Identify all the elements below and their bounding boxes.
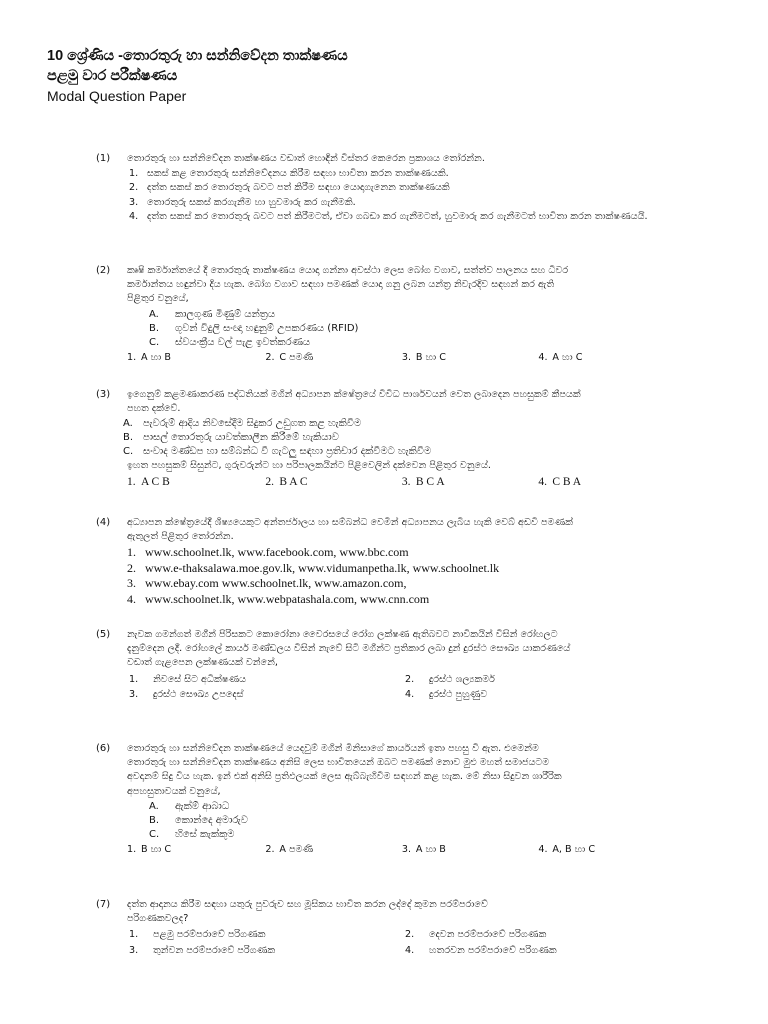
option: 1. සකස් කළ තොරතුරු සන්නිවේදනය කිරීම සඳහා භාවිතා කරන තාක්ෂණයකි. [129, 168, 449, 180]
statement: C. හිසේ කැක්කුම [149, 828, 235, 840]
answer-choices [127, 928, 656, 957]
question-text-line: කර්මාන්තය හඳුන්වා දිය හැක. බෝග වගාව සඳහා පමණක් යොදා ගනු ලබන යන්ත්‍ර නිවැරදිව සඳහන් කර ඇති [127, 279, 555, 291]
option: 2. දත්ත සකස් කර තොරතුරු බවට පත් කිරීම සඳහා යොදාගැනෙන තාක්ෂණයකි [129, 182, 450, 194]
question-number: (7) [96, 899, 111, 910]
answer-choice: 2. දුරස්ථ ශල්‍යකර්ම [405, 673, 495, 685]
answer-choices [127, 843, 656, 857]
answer-choice: 4. හතරවන පරම්පරාවේ පරිගණක [405, 944, 557, 956]
question-number: (1) [96, 153, 111, 164]
question-text-line: වඩාත් ගැළපෙන ලක්ෂණයක් වන්නේ, [127, 657, 278, 669]
statement: A. කාලගුණ මිණුම් යන්ත්‍රය [149, 308, 276, 320]
question-text-line: තොරතුරු හා සන්නිවේදන තාක්ෂණයේ යෙදවුම් මගින් මිනිසාගේ කාර්යයන් ඉතා පහසු වී ඇත. එමෙන්ම [127, 743, 539, 754]
question-5 [96, 628, 656, 702]
paper-header [47, 46, 348, 106]
answer-choice: 1. පළමු පරම්පරාවේ පරිගණක [129, 929, 266, 941]
question-text-line: ඇතුලත් පිළිතුර තෝරන්න. [127, 531, 234, 543]
question-2 [96, 264, 656, 365]
answer-choice: 3. දුරස්ථ සෞඛ්‍ය උපදෙස් [129, 688, 244, 700]
question-text-line: ඉහත පහසුකම් සිසුන්ට, ගුරුවරුන්ට හා පරිපාලකයින්ට පිළිවෙලින් දක්වෙන පිළිතුර වනුයේ. [127, 460, 491, 472]
answer-choice: 3. B හා C [401, 351, 446, 363]
question-text: තොරතුරු හා සන්නිවේදන තාක්ෂණය වඩාත් හොඳින් විස්තර කෙරෙන ප්‍රකාශය තෝරන්න. [127, 153, 485, 164]
question-number: (6) [96, 743, 111, 754]
answer-choice: 3. A හා B [401, 843, 446, 855]
option: 4. www.schoolnet.lk, www.webpatashala.com, www.cnn.com [127, 591, 430, 606]
paper-subtitle-en: Modal Question Paper [47, 88, 187, 104]
question-text-line: පිළිතුර වනුයේ, [127, 293, 189, 305]
answer-choice: 1. A C B [127, 475, 170, 488]
answer-choice: 1. B හා C [127, 843, 172, 855]
answer-choices [127, 351, 656, 365]
statement: A. පැවරුම් ආදිය නිවසේදීම සිදුකර උඩුගත කළ හැකිවීම [123, 418, 362, 430]
option: 2. www.e-thaksalawa.moe.gov.lk, www.vidumanpetha.lk, www.schoolnet.lk [127, 560, 500, 575]
answer-choice: 2. C පමණි [265, 351, 314, 363]
question-text-line: නැවක ගමන්ගත් මගීන් පිරිසකට කොරෝනා වෛරසයේ රෝග ලක්ෂණ ඇතිබවට නාවිකයින් විසින් රෝහලට [127, 629, 558, 640]
question-4 [96, 516, 656, 607]
statement: A. ඇක්ම් ආබාධ [149, 800, 230, 812]
question-text-line: කෘෂි කර්මාන්තයේ දී තොරතුරු තාක්ෂණය යොදා ගන්නා අවස්ථා ලෙස බෝග වගාව, සත්ත්ව පාලනය සහ ධීවර [127, 265, 569, 276]
answer-choice: 4. දුරස්ථ පුහුණුව [405, 688, 488, 700]
question-text-line: පරිගණකවලද? [127, 913, 189, 925]
question-text-line: පහත දක්වේ. [127, 403, 181, 415]
statement: B. ගුවන් විදුලි සංඥා හඳුනුම් උපකරණය (RFID) [149, 322, 359, 334]
question-number: (4) [96, 517, 111, 528]
question-text-line: තොරතුරු හා සන්නිවේදන තාක්ෂණය අනිසි ලෙස භාවිතයෙන් ඔබට පමණක් නොව මුළු මහත් සමාජයටම [127, 757, 550, 769]
question-number: (2) [96, 265, 111, 276]
answer-choice: 1. නිවසේ සිට අධීක්ෂණය [129, 673, 246, 685]
statement: C. සංවාද මණ්ඩප හා සම්බන්ධ වී ගැටලු සඳහා ප්‍රතිචාර දක්වීමට හැකිවීම [123, 446, 432, 458]
question-3 [96, 388, 656, 489]
statement: B. පාසල් තොරතුරු යාවත්කාලීන කිරීමේ හැකියාව [123, 432, 339, 444]
statement: B. කොන්දෙ අමාරුව [149, 814, 248, 826]
answer-choice: 2. A පමණි [265, 843, 314, 855]
answer-choice: 2. B A C [265, 475, 308, 488]
option: 3. තොරතුරු සකස් කරගැනීම හා හුවමාරු කර ගැනීමකි. [129, 196, 356, 208]
option: 1. www.schoolnet.lk, www.facebook.com, www.bbc.com [127, 545, 409, 560]
answer-choices [127, 475, 656, 489]
question-text-line: අවදානම් සිදු විය හැක. ඉන් එක් අනිසි ප්‍රතිඵලයක් ලෙස ඇබ්බැහිවීම සඳහන් කළ හැක. මේ නිසා සිදුවන ශාරීරික [127, 771, 562, 783]
question-text-line: දත්ත ආදානය කිරීම සඳහා යතුරු පුවරුව සහ මූසිකය භාවිත කරන ලද්දේ කුමන පරම්පරාවේ [127, 899, 488, 910]
statement: C. ස්වයංක්‍රීය වල් පැළ ඉවත්කරණය [149, 336, 311, 348]
paper-subtitle-si: පළමු වාර පරීක්ෂණය [47, 68, 178, 84]
answer-choice: 2. දෙවන පරම්පරාවේ පරිගණක [405, 929, 547, 941]
question-7 [96, 898, 656, 958]
question-text-line: අධ්‍යාපන ක්ෂේත්‍රයේදී ශිෂ්‍යයෙකුට අන්තර්ජාලය හා සම්බන්ධ වෙමින් අධ්‍යාපනය ලැබිය හැකි වෙබ් අඩවි පමණක් [127, 517, 573, 528]
answer-choices [127, 673, 656, 702]
answer-choice: 4. C B A [538, 475, 582, 488]
answer-choice: 1. A හා B [127, 351, 171, 363]
answer-choice: 3. තුන්වන පරම්පරාවේ පරිගණක [129, 944, 276, 956]
question-6 [96, 742, 656, 857]
paper-title: 10 ශ්‍රේණිය -තොරතුරු හා සන්නිවේදන තාක්ෂණය [47, 48, 348, 64]
question-text-line: දැනුම්දෙන ලදී. රෝහලේ කාර්ය මණ්ඩලය විසින් නැවේ සිටි මගීන්ට ප්‍රතිකාර ලබා දුන් දුරස්ථ සෞඛ්‍ය යාකරණයේ [127, 643, 571, 655]
answer-choice: 3. B C A [401, 475, 445, 488]
option: 4. දත්ත සකස් කර තොරතුරු බවට පත් කිරීමටත්, ඒවා ගබඩා කර ගැනීමටත්, හුවමාරු කර ගැනීමටත් භාවිතා කරන තාක්ෂණයයි. [129, 210, 648, 222]
question-text-line: ඉගෙනුම් කළමණාකරණ පද්ධතියක් මගින් අධ්‍යාපන ක්ෂේත්‍රයේ විවිධ පාර්ශවයන් වෙත ලබාදෙන පහසුකම් කීපයක් [127, 389, 581, 400]
question-text-line: අපහසුතාවයක් වනුයේ, [127, 785, 221, 797]
question-number: (5) [96, 629, 111, 640]
question-number: (3) [96, 389, 111, 400]
question-1 [96, 152, 656, 224]
option: 3. www.ebay.com www.schoolnet.lk, www.amazon.com, [127, 576, 407, 591]
answer-choice: 4. A, B හා C [538, 843, 596, 855]
answer-choice: 4. A හා C [538, 351, 583, 363]
